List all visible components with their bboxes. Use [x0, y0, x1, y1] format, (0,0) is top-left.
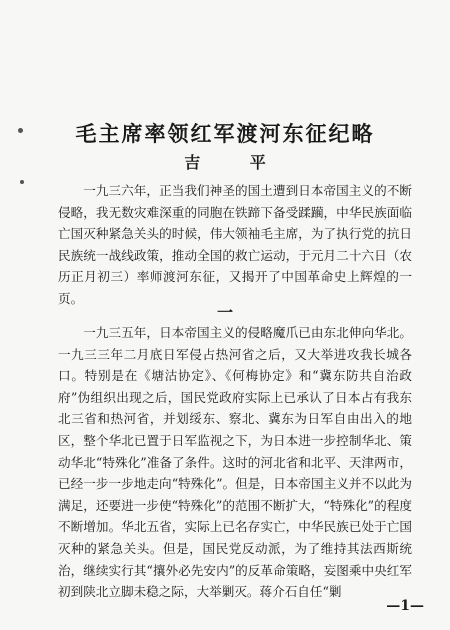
- author-name: 吉 平: [184, 153, 288, 172]
- article-title: 毛主席率领红军渡河东征纪略: [75, 121, 375, 146]
- intro-paragraph: 一九三六年，正当我们神圣的国土遭到日本帝国主义的不断侵略，我无数灾难深重的同胞在铁蹄下备受蹂躏，中华民族面临亡国灭种紧急关头的时候，伟大领袖毛主席，为了执行党的抗日民族统一战线政策，推动全国的救亡运动，于元月二十六日（农历正月初三）率师渡河东征，又揭开了中国革命史上辉煌的一页。: [58, 183, 412, 306]
- body-paragraph: 一九三五年，日本帝国主义的侵略魔爪已由东北伸向华北。一九三三年二月底日军侵占热河省之后，又大举进攻我长城各口。特别是在《塘沽协定》、《何梅协定》和“冀东防共自治政府”伪组织出现之后，国民党政府实际上已承认了日本占有我东北三省和热河省，并划绥东、察北、冀东为日军自由出入的地区，整个华北已置于日军监视之下，为日本进一步控制华北、策动华北“特殊化”准备了条件。这时的河北省和北平、天津两市，已经一步一步地走向“特殊化”。但是，日本帝国主义并不以此为满足，还要进一步使“特殊化”的范围不断扩大，“特殊化”的程度不断增加。华北五省，实际上已名存实亡，中华民族已处于亡国灭种的紧急关头。但是，国民党反动派，为了维持其法西斯统治，继续实行其“攘外必先安内”的反革命策略，妄图乘中央红军初到陕北立脚未稳之际，大举剿灭。蒋介石自任“剿: [58, 325, 412, 600]
- section-heading: 一: [216, 303, 233, 322]
- page-number: —1—: [386, 598, 424, 614]
- scan-speck: [20, 180, 24, 184]
